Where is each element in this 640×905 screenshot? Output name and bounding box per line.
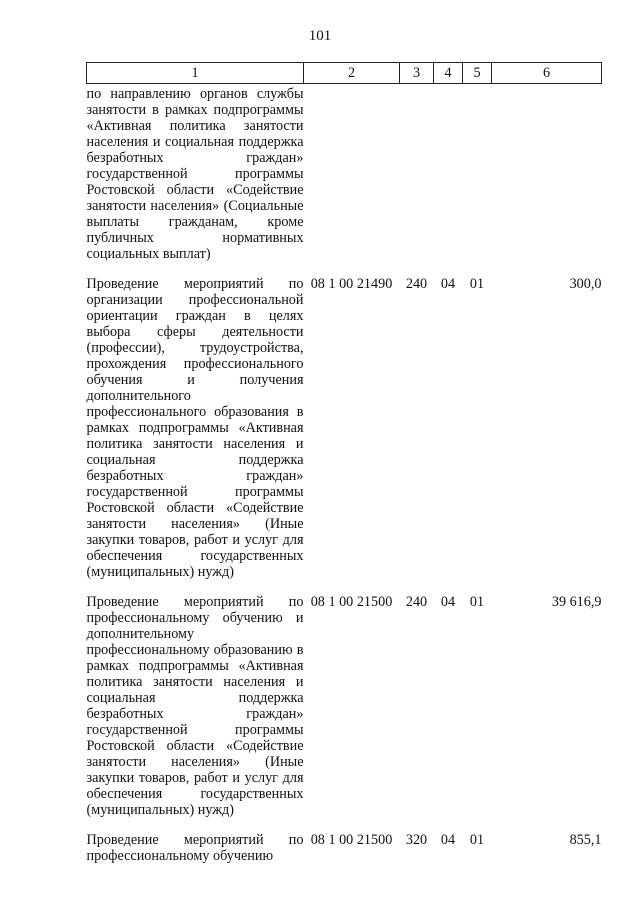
- row-amount: 300,0: [569, 276, 602, 292]
- row-description: [87, 818, 304, 864]
- column-header-5: 5: [463, 63, 492, 84]
- row-description: [87, 84, 304, 263]
- row-rz-code: [434, 84, 463, 263]
- row-vr-code: [400, 84, 434, 263]
- row-description-text: по направлению органов службы занятости в рамках подпрограммы «Активная политика занятости населения и социальная поддержка безработных граждан» государственной программы Ростовской области «Содействие занятости населения» (Социальные выплаты гражданам, кроме публичных нормативных социальных выплат): [86, 86, 304, 262]
- column-header-3: 3: [400, 63, 434, 84]
- row-amount: 39 616,9: [551, 594, 602, 610]
- row-description: [87, 262, 304, 580]
- row-description-text: Проведение мероприятий по организации профессиональной ориентации граждан в целях выбора сферы деятельности (профессии), трудоустройства, прохождения профессионального обучения и получения дополнительного профессионального образования в рамках подпрограммы «Активная политика занятости населения и социальная поддержка безработных граждан» государственной программы Ростовской области «Содействие занятости населения» (Иные закупки товаров, работ и услуг для обеспечения государственных (муниципальных) нужд): [86, 276, 304, 580]
- row-description-text: Проведение мероприятий по профессиональному обучению и дополнительному профессиональному образованию в рамках подпрограммы «Активная политика занятости населения и социальная поддержка безработных граждан» государственной программы Ростовской области «Содействие занятости населения» (Иные закупки товаров, работ и услуг для обеспечения государственных (муниципальных) нужд): [86, 594, 304, 818]
- budget-table: [86, 62, 602, 864]
- row-vr-code: 240: [405, 594, 428, 610]
- table-row: [87, 84, 602, 263]
- column-header-1: 1: [87, 63, 304, 84]
- row-pr-code: [463, 84, 492, 263]
- column-header-4: 4: [434, 63, 463, 84]
- row-description-text: Проведение мероприятий по профессиональному обучению: [86, 832, 304, 864]
- table-row: [87, 262, 602, 580]
- row-vr-code: 320: [405, 832, 428, 848]
- column-header-6: 6: [492, 63, 602, 84]
- row-csr-code: [304, 84, 400, 263]
- row-vr-code: 240: [405, 276, 428, 292]
- row-csr-code: 08 1 00 21490: [310, 276, 393, 292]
- row-pr-code: 01: [469, 276, 485, 292]
- row-description: [87, 580, 304, 818]
- row-csr-code: 08 1 00 21500: [310, 832, 393, 848]
- row-rz-code: 04: [440, 594, 456, 610]
- row-rz-code: 04: [440, 276, 456, 292]
- row-amount: [492, 84, 602, 263]
- column-header-2: 2: [304, 63, 400, 84]
- row-rz-code: 04: [440, 832, 456, 848]
- row-pr-code: 01: [469, 594, 485, 610]
- page-number: 101: [308, 28, 332, 44]
- row-csr-code: 08 1 00 21500: [310, 594, 393, 610]
- table-row: [87, 818, 602, 864]
- row-amount: 855,1: [569, 832, 602, 848]
- table-row: [87, 580, 602, 818]
- row-pr-code: 01: [469, 832, 485, 848]
- table-header-row: [87, 63, 602, 84]
